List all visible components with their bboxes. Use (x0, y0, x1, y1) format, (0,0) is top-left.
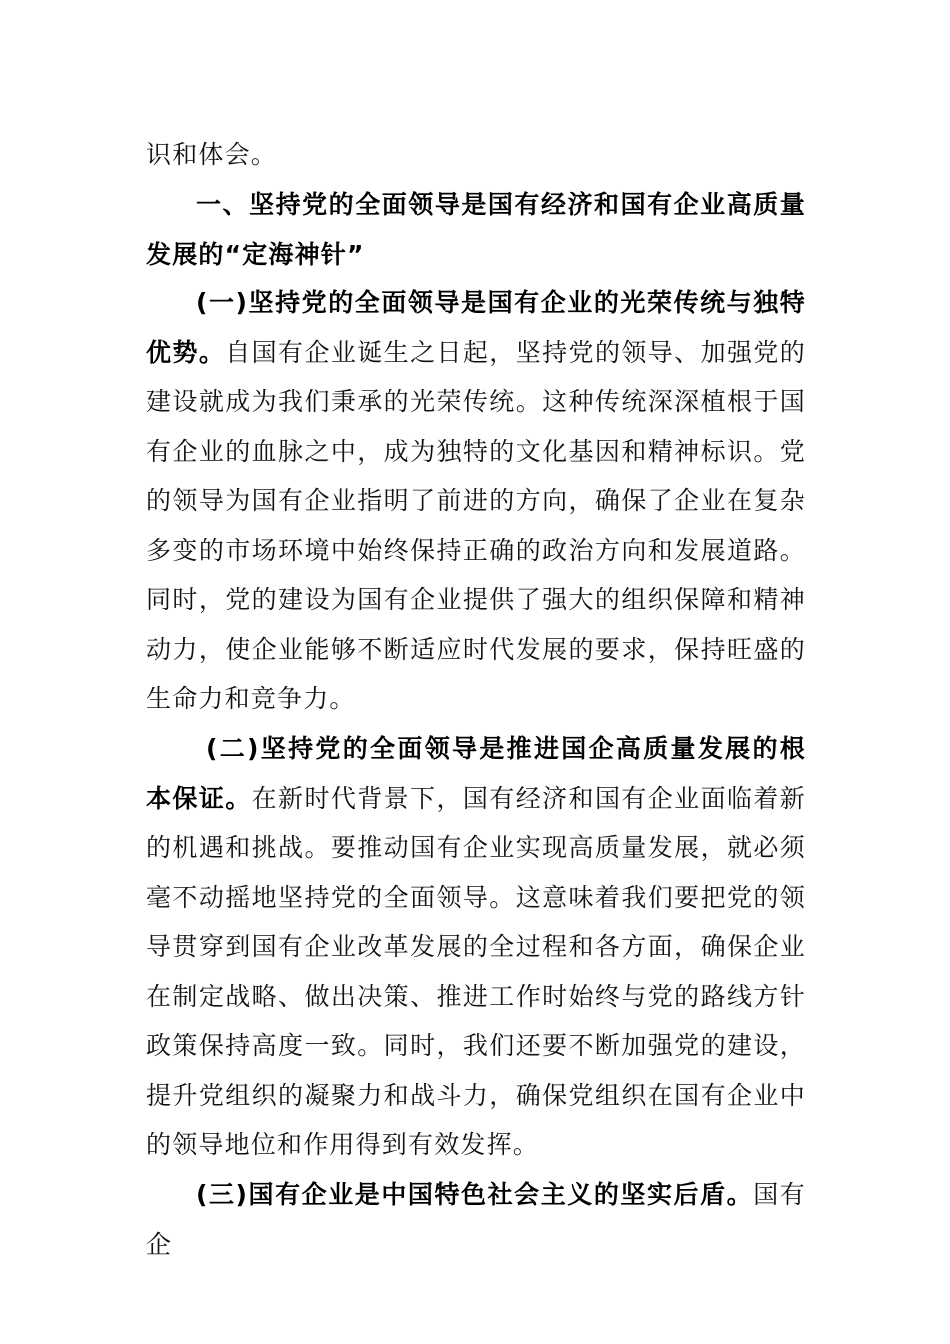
continuation-line: 识和体会。 (146, 140, 278, 169)
paragraph-3 (146, 1170, 806, 1269)
paragraph-2-body: 在新时代背景下，国有经济和国有企业面临着新的机遇和挑战。要推动国有企业实现高质量发展，就必须毫不动摇地坚持党的全面领导。这意味着我们要把党的领导贯穿到国有企业改革发展的全过程和各方面，确保企业在制定战略、做出决策、推进工作时始终与党的路线方针政策保持高度一致。同时，我们还要不断加强党的建设，提升党组织的凝聚力和战斗力，确保党组织在国有企业中的领导地位和作用得到有效发挥。 (146, 783, 806, 1159)
paragraph-1-body: 自国有企业诞生之日起，坚持党的领导、加强党的建设就成为我们秉承的光荣传统。这种传统深深植根于国有企业的血脉之中，成为独特的文化基因和精神标识。党的领导为国有企业指明了前进的方向，确保了企业在复杂多变的市场环境中始终保持正确的政治方向和发展道路。同时，党的建设为国有企业提供了强大的组织保障和精神动力，使企业能够不断适应时代发展的要求，保持旺盛的生命力和竞争力。 (146, 337, 806, 713)
paragraph-2-lead: (二)坚持党的全面领导是推进国企高质量发展的根本保证。 (146, 734, 806, 813)
continuation-text (146, 130, 806, 180)
paragraph-1 (146, 278, 806, 724)
paragraph-2 (146, 724, 806, 1170)
paragraph-3-body: 国有企 (146, 1180, 806, 1259)
paragraph-1-lead: (一)坚持党的全面领导是国有企业的光荣传统与独特优势。 (146, 288, 806, 367)
paragraph-3-lead: (三)国有企业是中国特色社会主义的坚实后盾。 (196, 1180, 754, 1209)
section-heading: 一、坚持党的全面领导是国有经济和国有企业高质量发展的“定海神针” (146, 190, 806, 269)
